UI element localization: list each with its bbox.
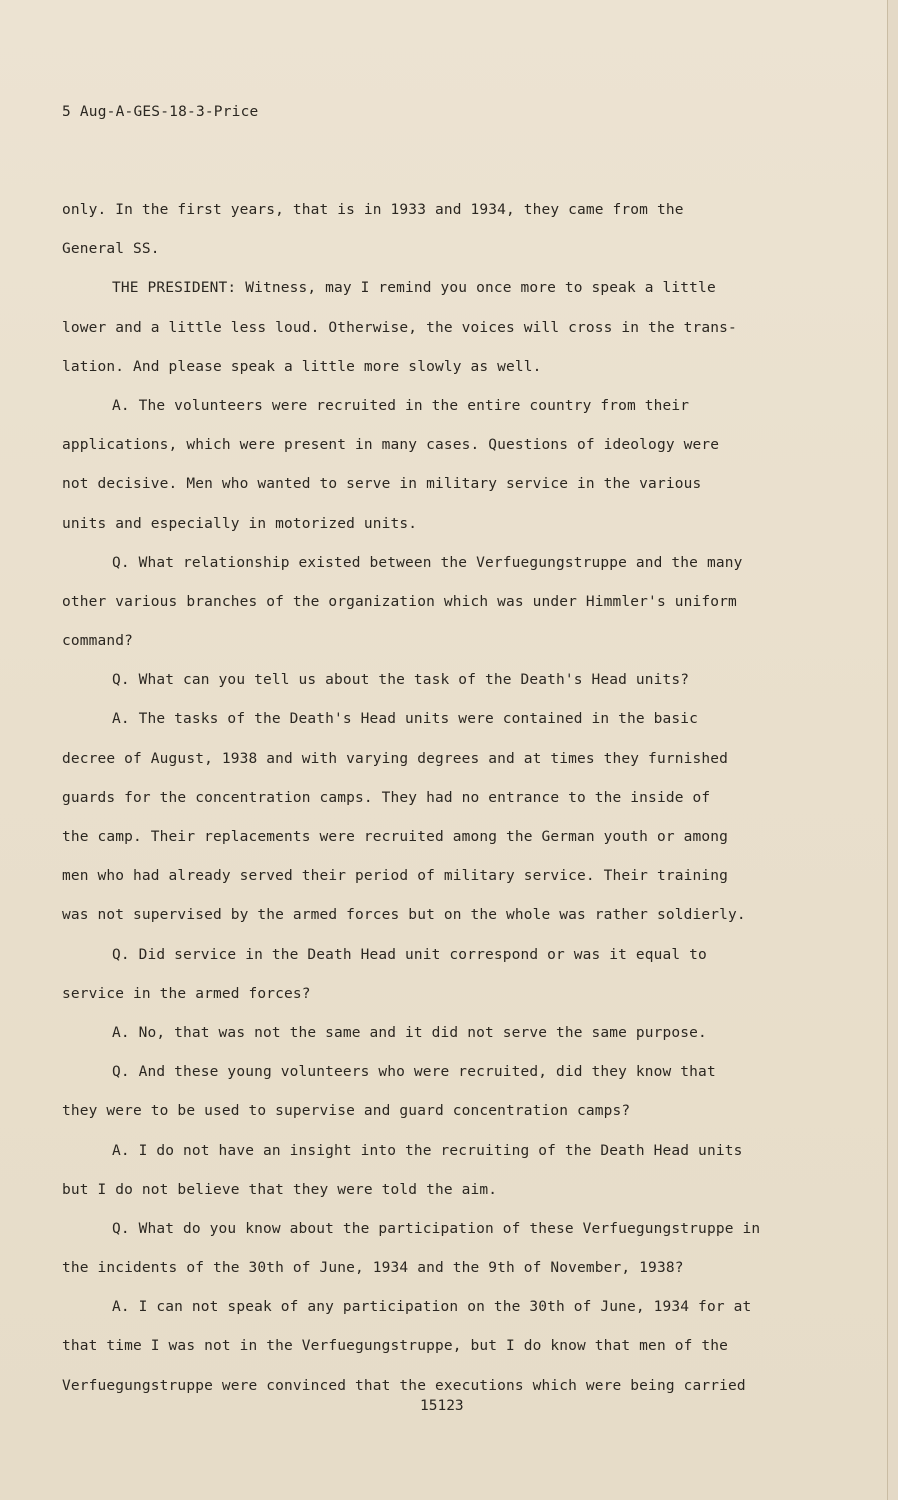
- text-line: was not supervised by the armed forces but on the whole was rather soldierly.: [62, 907, 746, 924]
- text-line: A. No, that was not the same and it did not serve the same purpose.: [112, 1024, 707, 1041]
- text-line: Q. Did service in the Death Head unit correspond or was it equal to: [112, 946, 707, 963]
- text-line: that time I was not in the Verfuegungstruppe, but I do know that men of the: [62, 1338, 728, 1355]
- text-line: Q. What do you know about the participation of these Verfuegungstruppe in: [112, 1220, 761, 1237]
- document-header: 5 Aug-A-GES-18-3-Price: [62, 104, 259, 120]
- text-line: other various branches of the organization which was under Himmler's uniform: [62, 593, 737, 610]
- text-line: not decisive. Men who wanted to serve in military service in the various: [62, 476, 702, 493]
- text-line: Q. What relationship existed between the Verfuegungstruppe and the many: [112, 554, 743, 571]
- text-line: the camp. Their replacements were recruited among the German youth or among: [62, 829, 728, 845]
- text-line: lower and a little less loud. Otherwise, the voices will cross in the trans-: [62, 319, 737, 336]
- text-line: but I do not believe that they were told the aim.: [62, 1181, 498, 1198]
- text-line: Q. What can you tell us about the task of the Death's Head units?: [112, 672, 690, 689]
- text-line: A. I can not speak of any participation on the 30th of June, 1934 for at: [112, 1299, 752, 1316]
- text-line: they were to be used to supervise and guard concentration camps?: [62, 1103, 631, 1120]
- text-line: service in the armed forces?: [62, 985, 311, 1002]
- text-line: applications, which were present in many cases. Questions of ideology were: [62, 437, 720, 454]
- text-line: guards for the concentration camps. They had no entrance to the inside of: [62, 789, 711, 806]
- text-line: General SS.: [62, 241, 160, 258]
- text-line: units and especially in motorized units.: [62, 515, 418, 532]
- text-line: A. I do not have an insight into the recruiting of the Death Head units: [112, 1142, 743, 1159]
- text-line: A. The volunteers were recruited in the entire country from their: [112, 397, 690, 414]
- text-line: lation. And please speak a little more slowly as well.: [62, 358, 542, 375]
- text-line: only. In the first years, that is in 1933 and 1934, they came from the: [62, 202, 684, 218]
- text-line: men who had already served their period of military service. Their training: [62, 868, 728, 885]
- text-line: command?: [62, 633, 134, 650]
- text-line: decree of August, 1938 and with varying degrees and at times they furnished: [62, 750, 728, 767]
- text-line: Verfuegungstruppe were convinced that the executions which were being carried: [62, 1377, 746, 1394]
- text-line: the incidents of the 30th of June, 1934 and the 9th of November, 1938?: [62, 1260, 684, 1277]
- text-line: Q. And these young volunteers who were recruited, did they know that: [112, 1064, 716, 1081]
- page-number: 15123: [420, 1398, 464, 1414]
- transcript-body: [62, 191, 832, 1406]
- text-line: A. The tasks of the Death's Head units were contained in the basic: [112, 711, 699, 728]
- text-line: THE PRESIDENT: Witness, may I remind you once more to speak a little: [112, 280, 716, 297]
